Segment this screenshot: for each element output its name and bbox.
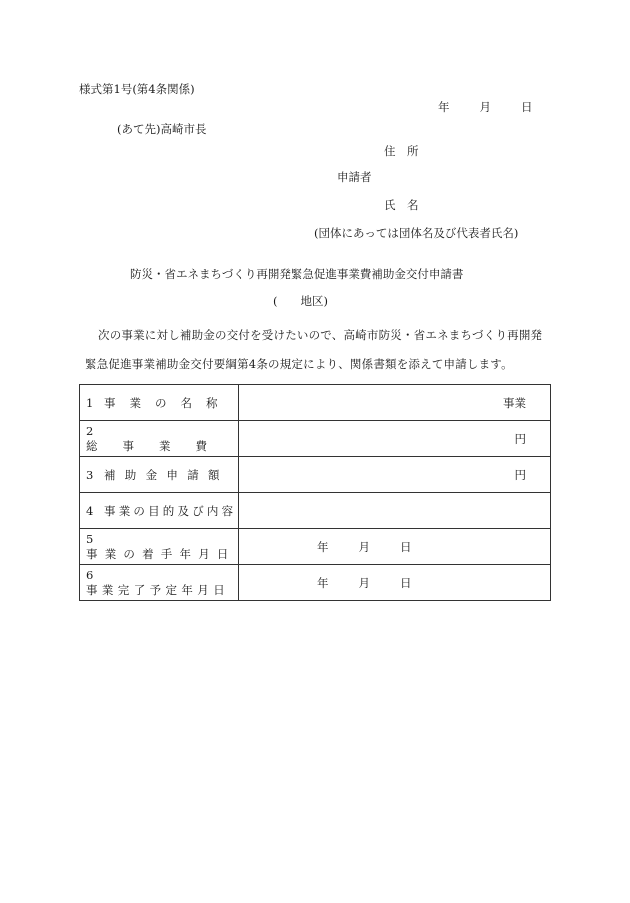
- table-row: [80, 493, 551, 529]
- form-number: 様式第1号(第4条関係): [79, 82, 195, 96]
- addressee: (あて先)高崎市長: [117, 122, 207, 136]
- completion-date-label: 事業完了予定年月日: [86, 582, 230, 597]
- start-month: 月: [358, 539, 370, 554]
- completion-date-value[interactable]: [239, 565, 551, 601]
- completion-month: 月: [358, 575, 370, 590]
- row-number: 5: [86, 531, 94, 546]
- purpose-label: 事業の目的及び内容: [104, 503, 237, 518]
- row-label: [80, 529, 239, 565]
- purpose-value[interactable]: [239, 493, 551, 529]
- row-label: [80, 457, 239, 493]
- row-number: 3: [86, 467, 94, 482]
- start-date-label: 事業の着手年月日: [86, 546, 236, 561]
- row-label: [80, 421, 239, 457]
- start-day: 日: [400, 539, 412, 554]
- table-row: [80, 529, 551, 565]
- submission-date: [438, 102, 533, 114]
- subsidy-amount-value[interactable]: 円: [239, 457, 551, 493]
- row-number: 1: [86, 395, 94, 410]
- application-table: [79, 384, 551, 601]
- date-year: 年: [438, 100, 450, 114]
- start-year: 年: [317, 539, 329, 554]
- row-label: [80, 493, 239, 529]
- row-label: [80, 565, 239, 601]
- district-field: ( 地区): [273, 294, 328, 308]
- subsidy-amount-label: 補助金申請額: [104, 467, 229, 482]
- document-title: 防災・省エネまちづくり再開発緊急促進事業費補助金交付申請書: [130, 267, 464, 281]
- organization-note: (団体にあっては団体名及び代表者氏名): [314, 226, 519, 240]
- total-cost-label: 総事業費: [86, 438, 232, 453]
- body-text-line-2: 緊急促進事業補助金交付要綱第4条の規定により、関係書類を添えて申請します。: [85, 357, 513, 371]
- table-row: [80, 421, 551, 457]
- row-number: 4: [86, 503, 94, 518]
- completion-year: 年: [317, 575, 329, 590]
- name-label: 氏 名: [384, 198, 419, 212]
- applicant-label: 申請者: [337, 170, 372, 184]
- body-text-line-1: 次の事業に対し補助金の交付を受けたいので、高崎市防災・省エネまちづくり再開発: [98, 328, 543, 342]
- completion-day: 日: [400, 575, 412, 590]
- date-month: 月: [479, 100, 491, 114]
- start-date-value[interactable]: [239, 529, 551, 565]
- table-row: [80, 565, 551, 601]
- row-label: [80, 385, 239, 421]
- table-row: [80, 385, 551, 421]
- table-row: [80, 457, 551, 493]
- date-day: 日: [521, 100, 533, 114]
- project-name-label: 事業の名称: [104, 395, 232, 410]
- row-number: 6: [86, 567, 94, 582]
- project-name-value[interactable]: 事業: [239, 385, 551, 421]
- address-label: 住 所: [384, 144, 419, 158]
- row-number: 2: [86, 423, 94, 438]
- total-cost-value[interactable]: 円: [239, 421, 551, 457]
